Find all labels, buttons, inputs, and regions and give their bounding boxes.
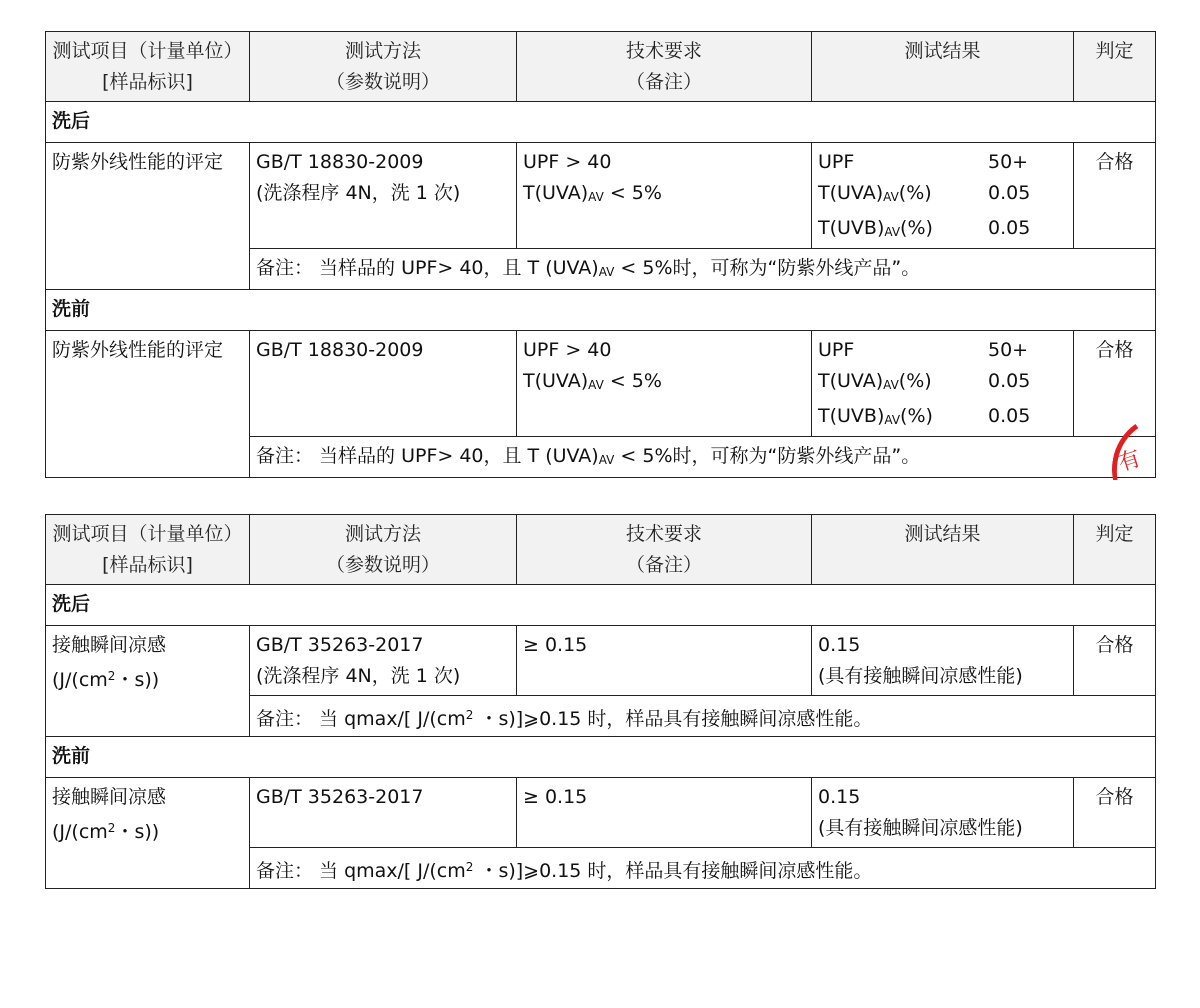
test-item-cell: 防紫外线性能的评定 (46, 143, 250, 290)
cool-touch-table (45, 514, 1156, 889)
requirement-upf: UPF > 40 (523, 151, 612, 173)
header-verdict (1074, 515, 1156, 585)
requirement-upf: UPF > 40 (523, 339, 612, 361)
item-name: 接触瞬间凉感 (52, 786, 167, 808)
requirement-cell: ≥ 0.15 (517, 626, 812, 696)
header-item-line2: [样品标识] (102, 71, 193, 93)
test-item-cell (46, 778, 250, 889)
section-title: 洗前 (46, 737, 1156, 778)
header-requirement (517, 515, 812, 585)
result-value: 0.15 (818, 786, 861, 808)
test-method-cell (250, 626, 517, 696)
requirement-cell (517, 143, 812, 249)
item-unit: ($J/(cm^2$・s)) (52, 669, 160, 691)
header-method-line1: 测试方法 (344, 523, 421, 545)
verdict-cell: 合格 (1074, 143, 1156, 249)
table-row (46, 778, 1156, 848)
result-cell (812, 331, 1074, 437)
table-header-row (46, 32, 1156, 102)
result-line: $T(UVB)_{AV}(\%)$ 0.05 (818, 213, 1067, 248)
result-cell (812, 626, 1074, 696)
result-value: 0.15 (818, 634, 861, 656)
result-cell (812, 778, 1074, 848)
result-line: UPF 50+ (818, 335, 1067, 366)
header-method-line1: 测试方法 (344, 40, 421, 62)
result-value: 50+ (988, 151, 1029, 173)
test-method-cell (250, 143, 517, 249)
test-method-cell (250, 778, 517, 848)
result-remark: (具有接触瞬间凉感性能) (818, 665, 1023, 687)
requirement-uva: $T(UVA)_{AV} < 5\%$ (523, 182, 662, 204)
method-standard: GB/T 18830-2009 (256, 339, 424, 361)
item-name: 接触瞬间凉感 (52, 634, 167, 656)
header-item-line1: 测试项目（计量单位） (52, 523, 243, 545)
note-cell: 备注： 当 qmax/[ $J/(cm^2$ ・s)]⩾0.15 时，样品具有接触瞬间凉感性能。 (250, 848, 1156, 889)
result-line: $T(UVA)_{AV}(\%)$ 0.05 (818, 366, 1067, 401)
header-req-line1: 技术要求 (625, 40, 702, 62)
header-requirement (517, 32, 812, 102)
header-test-method (250, 515, 517, 585)
test-method-cell (250, 331, 517, 437)
result-remark: (具有接触瞬间凉感性能) (818, 817, 1023, 839)
result-line: $T(UVA)_{AV}(\%)$ 0.05 (818, 178, 1067, 213)
header-method-line2: （参数说明） (325, 71, 440, 93)
section-title: 洗后 (46, 102, 1156, 143)
section-row-after-wash (46, 585, 1156, 626)
note-cell: 备注： 当 qmax/[ $J/(cm^2$ ・s)]⩾0.15 时，样品具有接触瞬间凉感性能。 (250, 696, 1156, 737)
header-result (812, 32, 1074, 102)
header-verdict-label: 判定 (1095, 523, 1134, 545)
result-value: 50+ (988, 339, 1029, 361)
header-item-line2: [样品标识] (102, 554, 193, 576)
header-verdict-label: 判定 (1095, 40, 1134, 62)
item-unit: ($J/(cm^2$・s)) (52, 821, 160, 843)
method-procedure: (洗涤程序 4N，洗 1 次) (256, 182, 461, 204)
section-row-before-wash (46, 737, 1156, 778)
test-item-cell (46, 626, 250, 737)
verdict-cell: 合格 (1074, 626, 1156, 696)
section-title: 洗前 (46, 290, 1156, 331)
requirement-cell: ≥ 0.15 (517, 778, 812, 848)
note-cell: 备注： 当样品的 UPF> 40，且 T $(UVA)_{AV} < 5\%$时，可称为“防紫外线产品”。 (250, 249, 1156, 290)
header-test-method (250, 32, 517, 102)
result-line: UPF 50+ (818, 147, 1067, 178)
result-value: 0.05 (988, 405, 1031, 427)
header-result-label: 测试结果 (904, 40, 981, 62)
result-line: $T(UVB)_{AV}(\%)$ 0.05 (818, 401, 1067, 436)
table-row (46, 143, 1156, 249)
seal-char: 有 (1115, 446, 1144, 477)
section-title: 洗后 (46, 585, 1156, 626)
header-req-line2: （备注） (625, 71, 702, 93)
section-row-before-wash (46, 290, 1156, 331)
header-req-line2: （备注） (625, 554, 702, 576)
result-value: 0.05 (988, 370, 1031, 392)
table-row (46, 331, 1156, 437)
result-value: 0.05 (988, 182, 1031, 204)
header-method-line2: （参数说明） (325, 554, 440, 576)
result-cell (812, 143, 1074, 249)
header-test-item (46, 515, 250, 585)
method-standard: GB/T 18830-2009 (256, 151, 424, 173)
result-value: 0.05 (988, 217, 1031, 239)
method-standard: GB/T 35263-2017 (256, 634, 424, 656)
header-verdict (1074, 32, 1156, 102)
section-row-after-wash (46, 102, 1156, 143)
method-standard: GB/T 35263-2017 (256, 786, 424, 808)
uv-protection-table (45, 31, 1156, 478)
header-item-line1: 测试项目（计量单位） (52, 40, 243, 62)
inspection-seal (1108, 410, 1168, 480)
header-result-label: 测试结果 (904, 523, 981, 545)
header-req-line1: 技术要求 (625, 523, 702, 545)
requirement-uva: $T(UVA)_{AV} < 5\%$ (523, 370, 662, 392)
method-procedure: (洗涤程序 4N，洗 1 次) (256, 665, 461, 687)
table-row (46, 626, 1156, 696)
verdict-cell: 合格 (1074, 331, 1156, 437)
requirement-cell (517, 331, 812, 437)
verdict-cell: 合格 (1074, 778, 1156, 848)
header-test-item (46, 32, 250, 102)
note-cell: 备注： 当样品的 UPF> 40，且 T $(UVA)_{AV} < 5\%$时，可称为“防紫外线产品”。 (250, 437, 1156, 478)
header-result (812, 515, 1074, 585)
table-header-row (46, 515, 1156, 585)
test-item-cell: 防紫外线性能的评定 (46, 331, 250, 478)
